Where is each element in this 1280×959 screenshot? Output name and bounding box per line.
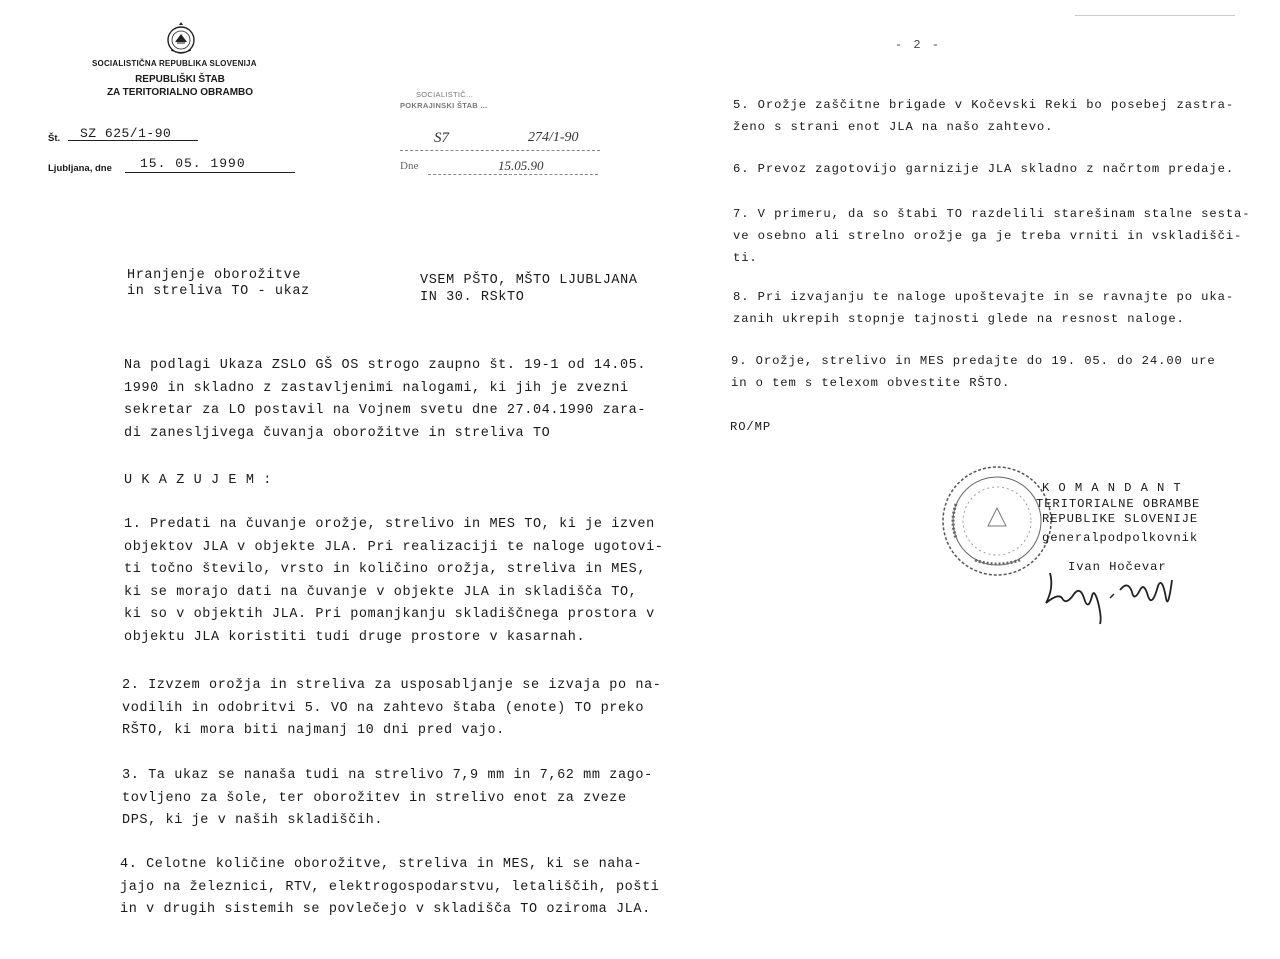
stamp-header-line1: SOCIALISTIČ... [416,90,474,99]
point-6 [733,158,1234,180]
order-heading: U K A Z U J E M : [124,473,272,488]
page-number: - 2 - [895,38,942,52]
stamp-header-line2: POKRAJINSKI ŠTAB ... [400,101,488,110]
signature-rank: generalpodpolkovnik [1042,531,1199,545]
intro-paragraph [124,355,646,445]
point-5 [733,94,1234,138]
intro-line: di zanesljivega čuvanja oborožitve in streliva TO [124,425,551,441]
point-line: ženo s strani enot JLA na našo zahtevo. [733,120,1054,134]
point-line: tovljeno za šole, ter oborožitev in strelivo enot za zveze [122,790,627,806]
page-edge-line [1075,15,1235,16]
point-line: 3. Ta ukaz se nanaša tudi na strelivo 7,9 mm in 7,62 mm zago- [122,768,653,783]
point-line: 6. Prevoz zagotovijo garnizije JLA skladno z načrtom predaje. [733,162,1235,176]
point-line: ti. [733,251,758,265]
point-4 [120,854,659,922]
point-line: 5. Orožje zaščitne brigade v Kočevski Reki bo posebej zastra- [733,98,1235,112]
point-line: 8. Pri izvajanju te naloge upoštevajte in se ravnajte po uka- [733,290,1235,304]
signature-title: K O M A N D A N T [1042,481,1182,495]
point-line: ve osebno ali strelno orožje ga je treba vrniti in vskladišči- [733,229,1243,243]
point-9 [731,350,1216,394]
signature-org-line1: TERITORIALNE OBRAMBE [1036,496,1201,511]
number-label: Št. [48,133,61,144]
point-1 [124,514,663,649]
reference-initials: RO/MP [730,420,772,434]
point-line: ki se morajo dati na čuvanje v objekte JLA in skladišča TO, [124,584,638,600]
point-line: 4. Celotne količine oborožitve, streliva in MES, ki se naha- [120,857,643,872]
handwritten-signature [1040,568,1180,628]
point-7 [733,203,1250,269]
point-line: zanih ukrepih stopnje tajnosti glede na resnost naloge. [733,312,1185,326]
signature-org-line2: REPUBLIKE SLOVENIJE [1042,512,1199,526]
staff-name-line2: ZA TERITORIALNO OBRAMBO [106,87,254,98]
point-line: ki so v objektih JLA. Pri pomanjkanju skladiščnega prostora v [124,607,655,622]
intro-line: sekretar za LO postavil na Vojnem svetu dne 27.04.1990 zara- [124,403,647,418]
stamp-number-left: S7 [434,130,449,146]
date-value: 15. 05. 1990 [140,156,246,171]
subject-line2: in streliva TO - ukaz [127,283,310,299]
stamp-number-right: 274/1-90 [528,130,579,145]
recipient-line1: VSEM PŠTO, MŠTO LJUBLJANA [420,273,638,288]
intro-line: Na podlagi Ukaza ZSLO GŠ OS strogo zaupno št. 19-1 od 14.05. [124,358,647,373]
coat-of-arms-icon [166,22,196,56]
point-line: 2. Izvzem orožja in streliva za usposabljanje se izvaja po na- [122,678,662,693]
point-line: 1. Predati na čuvanje orožje, strelivo in MES TO, ki je izven [124,517,655,532]
number-value: SZ 625/1-90 [80,126,172,141]
point-line: in o tem s telexom obvestite RŠTO. [731,376,1011,390]
point-line: ti točno število, vrsto in količino orožja, streliva in MES, [124,562,647,577]
republic-name: SOCIALISTIČNA REPUBLIKA SLOVENIJA [92,59,257,68]
received-stamp [398,88,608,183]
point-2 [122,675,661,743]
stamp-date-label: Dne [400,160,419,172]
point-line: RŠTO, ki mora biti najmanj 10 dni pred vajo. [122,723,505,738]
subject [127,268,310,299]
intro-line: 1990 in skladno z zastavljenimi nalogami, ki jih je zvezni [124,380,629,396]
point-line: in v drugih sistemih se povlečejo v skladišča TO oziroma JLA. [120,902,651,917]
staff-name-line1: REPUBLIŠKI ŠTAB [135,74,225,85]
point-8 [733,286,1234,330]
date-label: Ljubljana, dne [48,163,112,174]
point-line: jajo na železnici, RTV, elektrogospodarstvu, letališčih, pošti [120,879,660,895]
point-3 [122,765,653,833]
point-line: objektov JLA v objekte JLA. Pri realizaciji te naloge ugotovi- [124,539,664,555]
recipient [420,273,638,306]
point-line: vodilih in odobritvi 5. VO na zahtevo štaba (enote) TO preko [122,700,645,716]
recipient-line2: IN 30. RSkTO [420,289,525,305]
point-line: 7. V primeru, da so štabi TO razdelili starešinam stalne sesta- [733,207,1251,221]
signature-name: Ivan Hočevar [1068,560,1167,574]
signature-block [1028,481,1200,528]
point-line: 9. Orožje, strelivo in MES predajte do 19. 05. do 24.00 ure [731,354,1216,368]
stamp-date-value: 15.05.90 [498,158,544,173]
point-line: objektu JLA koristiti tudi druge prostore v kasarnah. [124,629,586,645]
subject-line1: Hranjenje oborožitve [127,268,302,283]
point-line: DPS, ki je v naših skladiščih. [122,813,384,828]
